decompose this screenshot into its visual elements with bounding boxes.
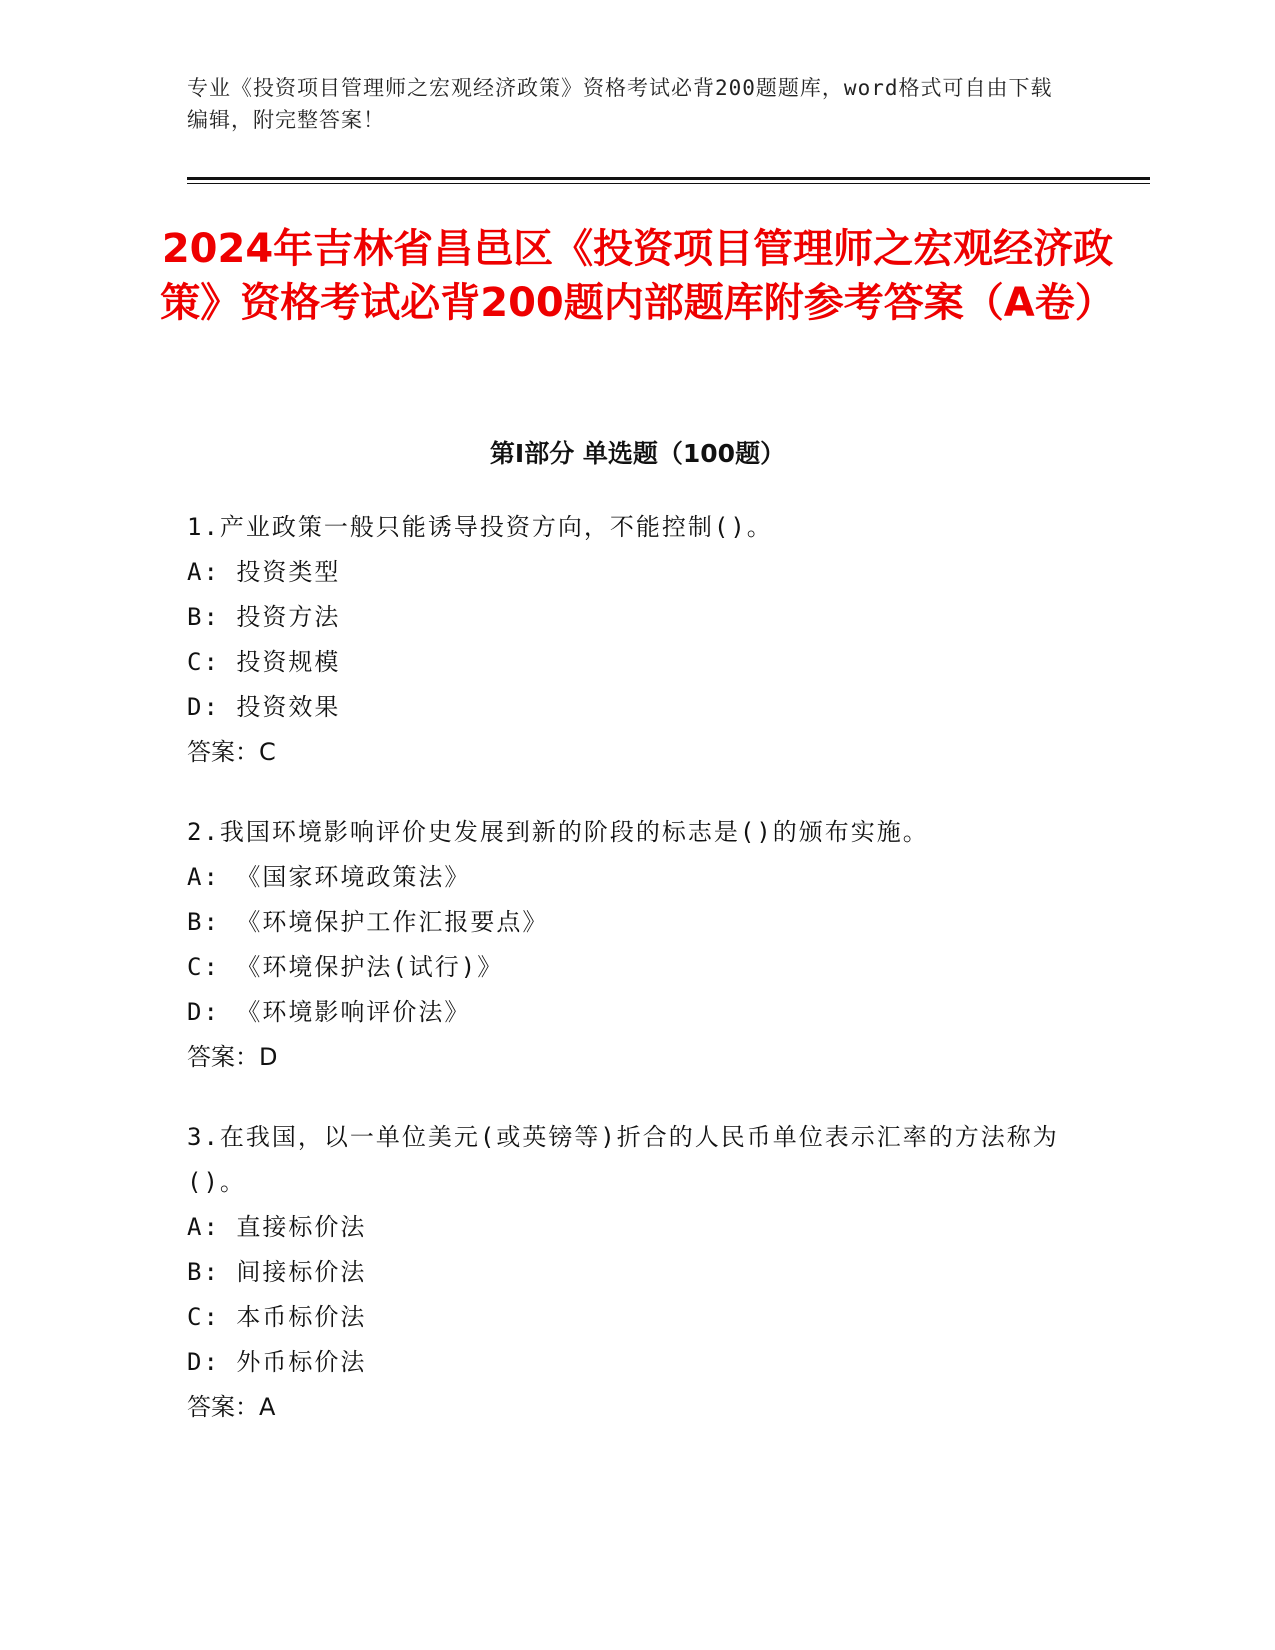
answer: 答案：D xyxy=(187,1043,278,1071)
answer: 答案：A xyxy=(187,1393,276,1421)
option-a: A: 直接标价法 xyxy=(187,1213,367,1241)
option-c: C: 本币标价法 xyxy=(187,1303,367,1331)
section-title: 第Ⅰ部分 单选题（100题） xyxy=(489,439,786,468)
header-note: 专业《投资项目管理师之宏观经济政策》资格考试必背200题题库，word格式可自由下载编辑，附完整答案！ xyxy=(187,76,1053,132)
document-title: 2024年吉林省昌邑区《投资项目管理师之宏观经济政策》资格考试必背200题内部题库附参考答案（A卷） xyxy=(160,226,1115,326)
question-1 xyxy=(187,505,1067,775)
option-c: C: 《环境保护法(试行)》 xyxy=(187,953,504,981)
option-c: C: 投资规模 xyxy=(187,648,341,676)
option-a: A: 投资类型 xyxy=(187,558,341,586)
option-d: D: 外币标价法 xyxy=(187,1348,367,1376)
option-d: D: 投资效果 xyxy=(187,693,341,721)
option-d: D: 《环境影响评价法》 xyxy=(187,998,471,1026)
header-divider-thick xyxy=(187,177,1150,180)
option-b: B: 间接标价法 xyxy=(187,1258,367,1286)
question-stem: 3.在我国，以一单位美元(或英镑等)折合的人民币单位表示汇率的方法称为()。 xyxy=(187,1123,1059,1196)
option-b: B: 《环境保护工作汇报要点》 xyxy=(187,908,549,936)
question-stem: 2.我国环境影响评价史发展到新的阶段的标志是()的颁布实施。 xyxy=(187,818,929,846)
option-b: B: 投资方法 xyxy=(187,603,341,631)
question-2 xyxy=(187,810,1067,1080)
header-divider-thin xyxy=(187,183,1150,184)
question-stem: 1.产业政策一般只能诱导投资方向，不能控制()。 xyxy=(187,513,773,541)
answer: 答案：C xyxy=(187,738,276,766)
question-3 xyxy=(187,1115,1067,1430)
option-a: A: 《国家环境政策法》 xyxy=(187,863,471,891)
